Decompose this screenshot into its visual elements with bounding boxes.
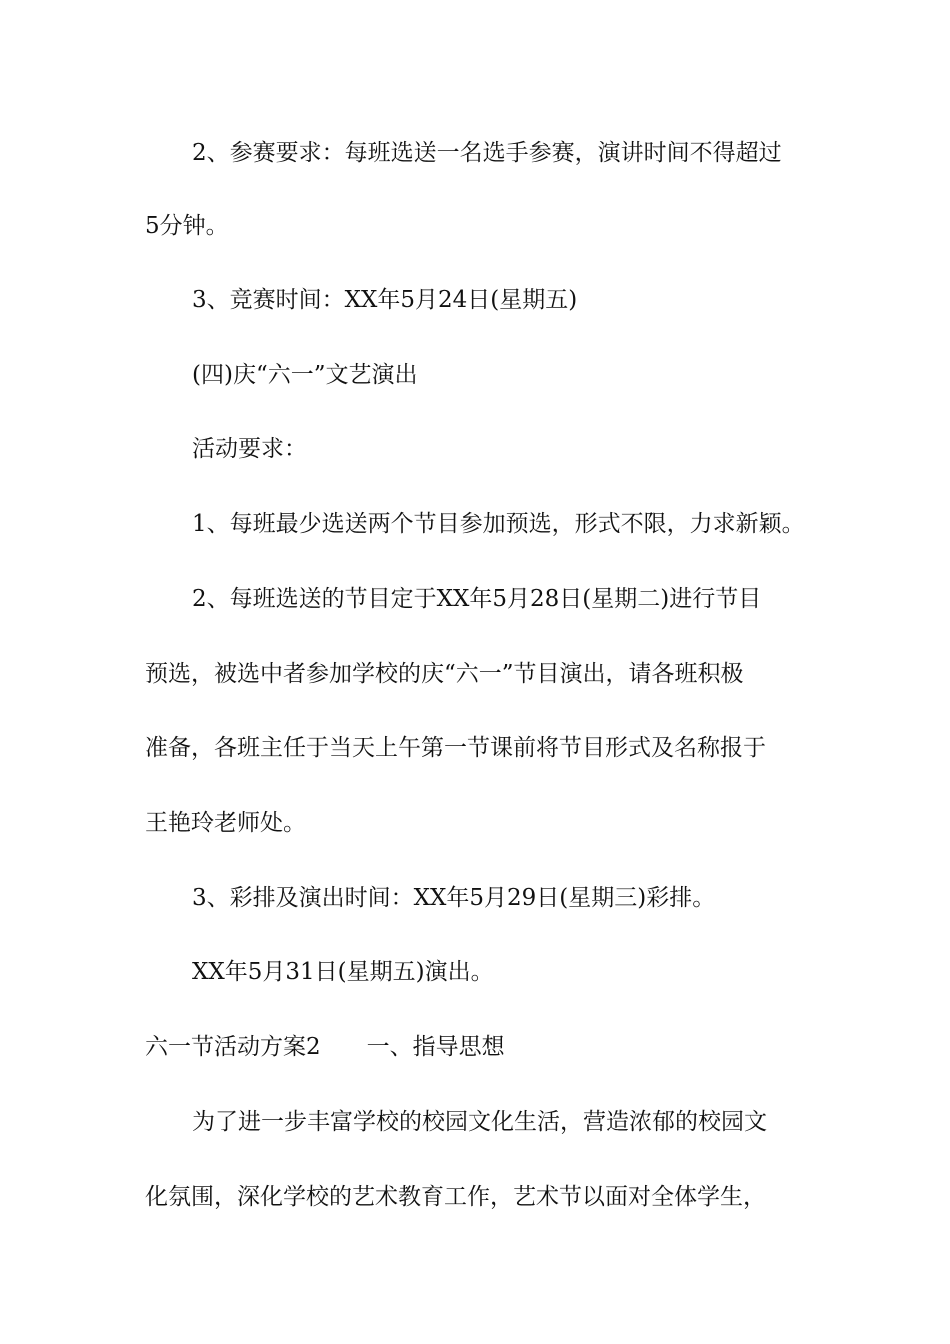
document-section-title — [145, 1032, 825, 1062]
paragraph-line: 5分钟。 — [145, 213, 229, 239]
paragraph-line: 3、竞赛时间：XX年5月24日(星期五) — [192, 287, 578, 313]
paragraph-line: 2、每班选送的节目定于XX年5月28日(星期二)进行节目 — [192, 586, 762, 612]
section-heading: (四)庆“六一”文艺演出 — [192, 362, 418, 388]
paragraph-line: 为了进一步丰富学校的校园文化生活，营造浓郁的校园文 — [192, 1109, 767, 1135]
section-title: 六一节活动方案2 — [145, 1034, 321, 1060]
paragraph-line: XX年5月31日(星期五)演出。 — [192, 959, 494, 985]
paragraph-line: 准备，各班主任于当天上午第一节课前将节目形式及名称报于 — [145, 735, 766, 761]
paragraph-line: 王艳玲老师处。 — [145, 810, 306, 836]
paragraph-line: 活动要求： — [192, 436, 307, 462]
section-subtitle: 一、指导思想 — [366, 1034, 505, 1060]
paragraph-line: 2、参赛要求：每班选送一名选手参赛，演讲时间不得超过 — [192, 140, 782, 166]
paragraph-line: 3、彩排及演出时间：XX年5月29日(星期三)彩排。 — [192, 885, 716, 911]
paragraph-line: 化氛围，深化学校的艺术教育工作，艺术节以面对全体学生， — [145, 1184, 766, 1210]
paragraph-line: 1、每班最少选送两个节目参加预选，形式不限，力求新颖。 — [192, 511, 805, 537]
paragraph-line: 预选，被选中者参加学校的庆“六一”节目演出，请各班积极 — [145, 661, 744, 687]
